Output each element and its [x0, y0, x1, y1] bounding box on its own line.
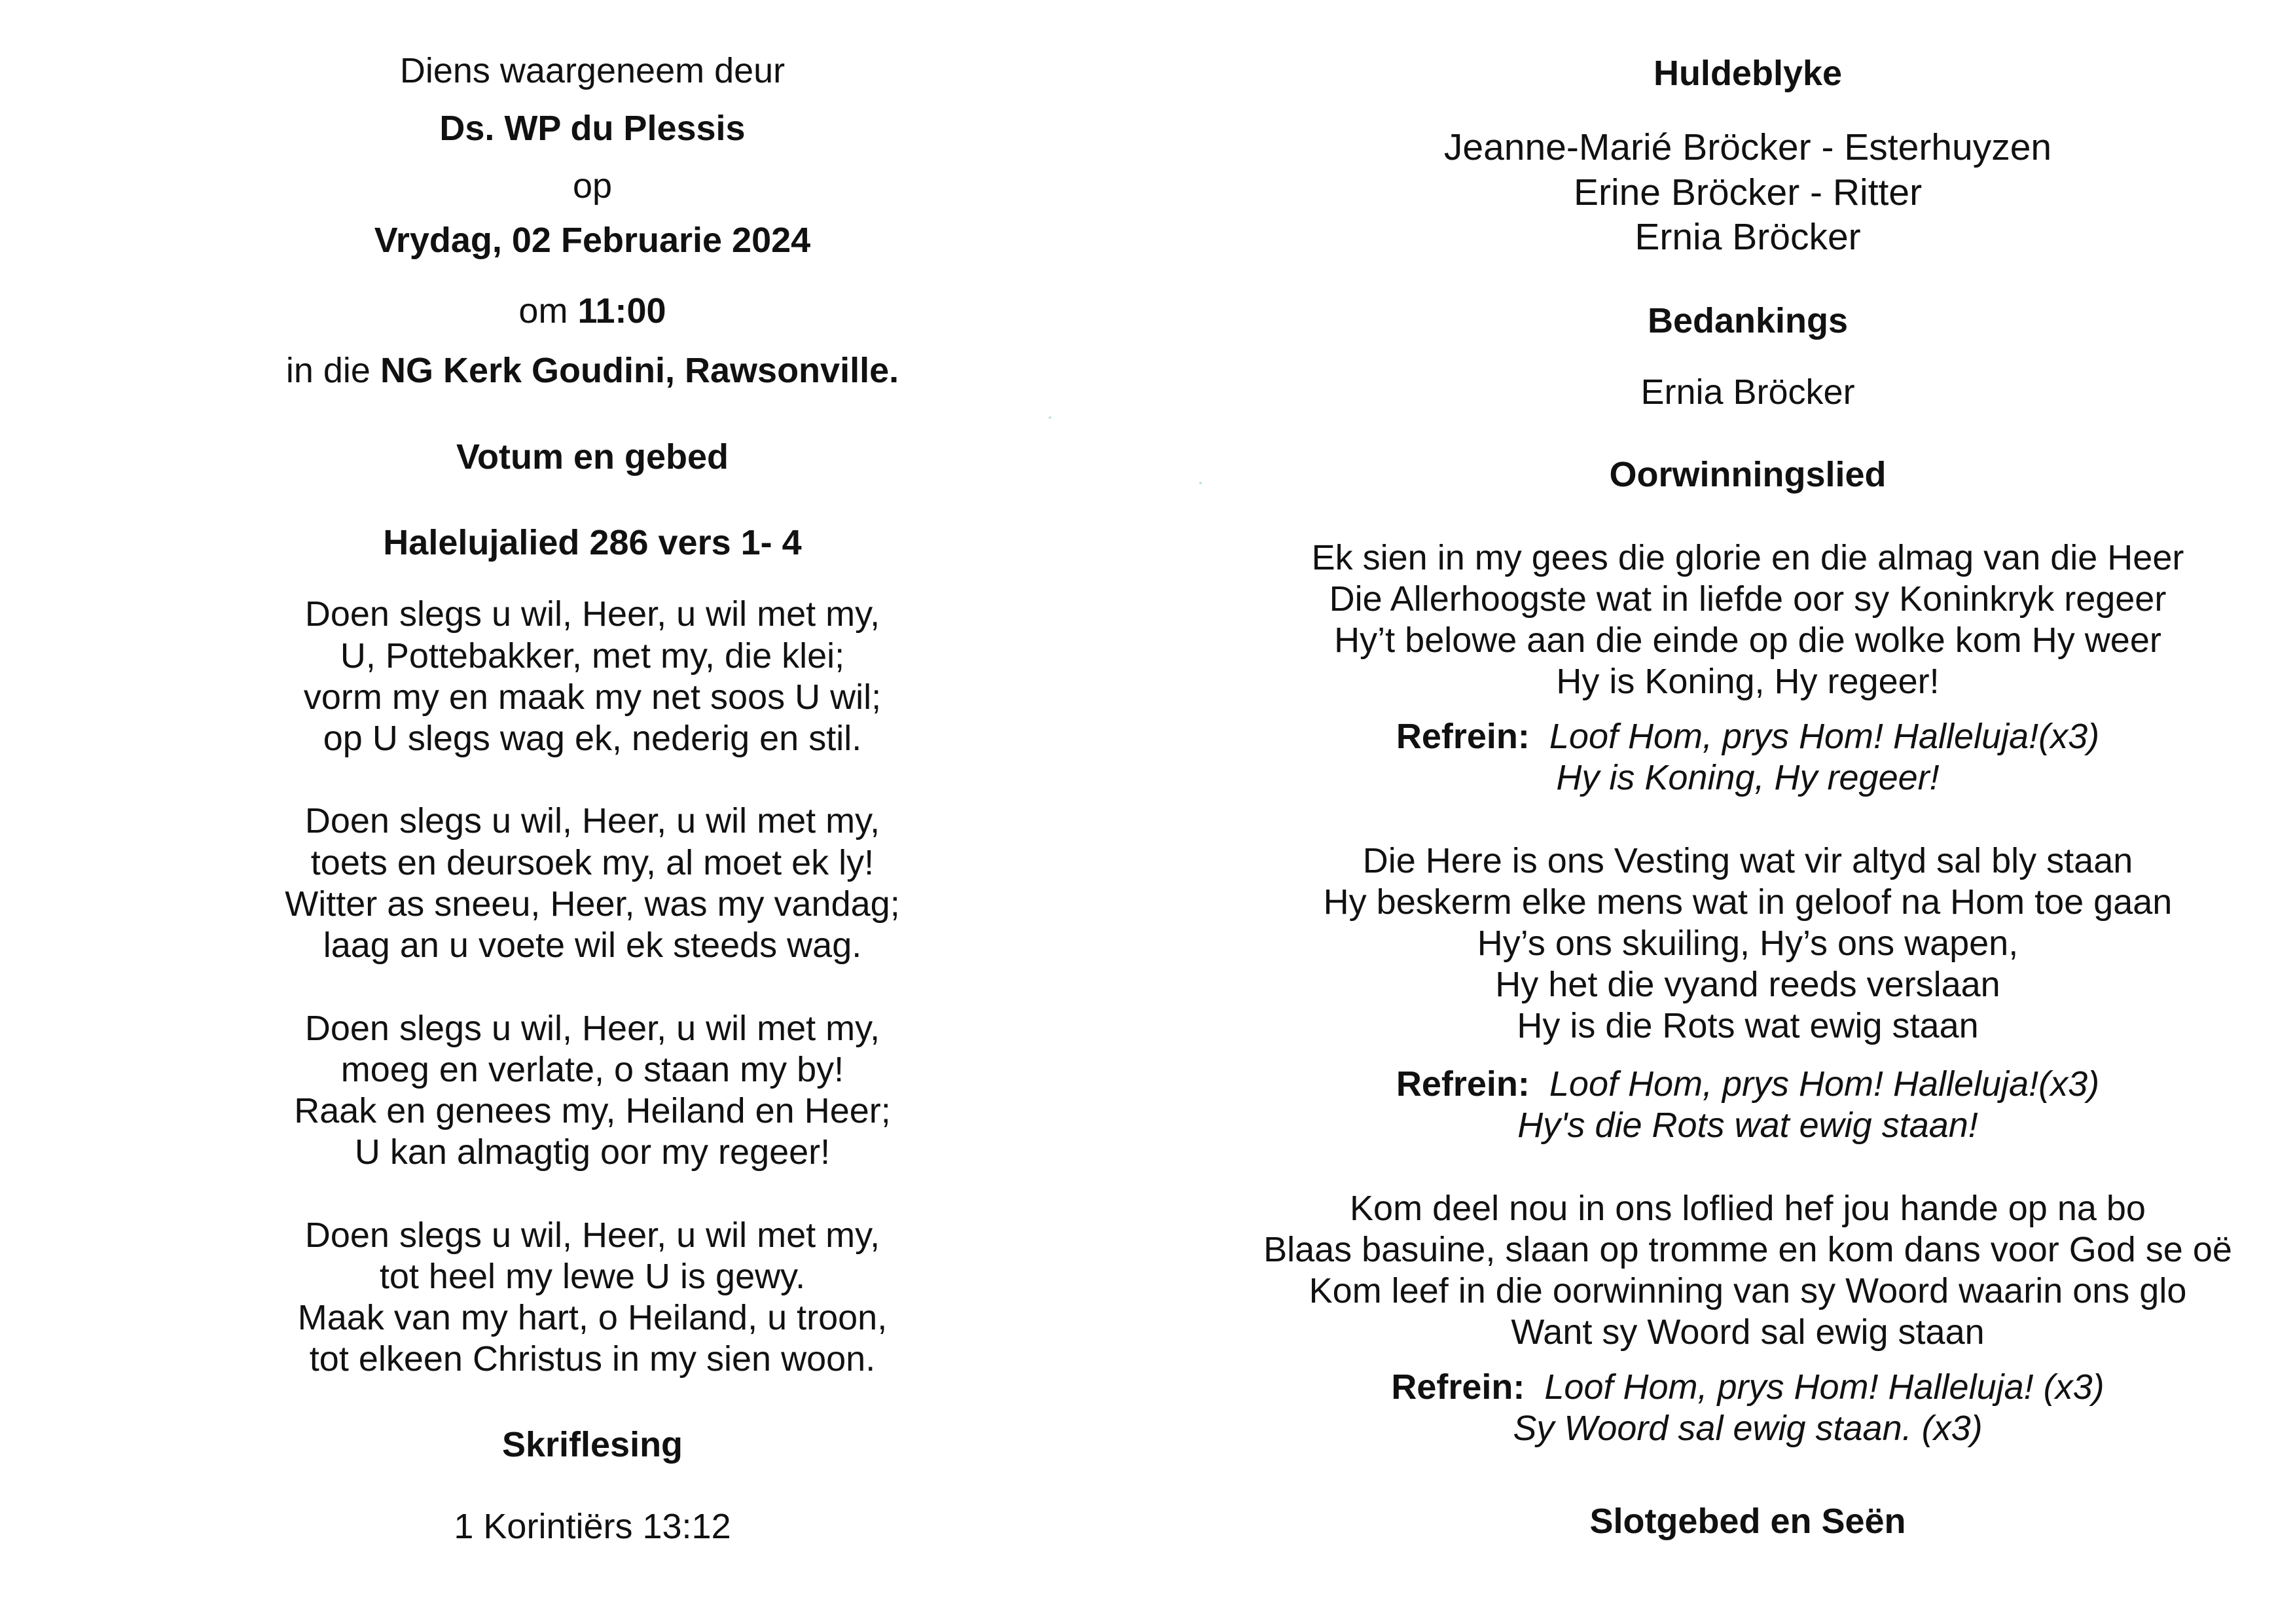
minister-name: Ds. WP du Plessis [439, 109, 746, 148]
hymn-line: Witter as sneeu, Heer, was my vandag; [285, 884, 900, 924]
hymn-line: U kan almagtig oor my regeer! [354, 1132, 831, 1172]
refrain-text: Loof Hom, prys Hom! Halleluja!(x3) [1549, 717, 2100, 756]
scan-speck [1049, 416, 1051, 419]
song-line: Die Allerhoogste wat in liefde oor sy Koninkryk regeer [1329, 579, 2167, 619]
hymn-line: Doen slegs u wil, Heer, u wil met my, [304, 1216, 880, 1255]
service-time: 11:00 [577, 291, 666, 331]
refrain-label: Refrein: [1391, 1367, 1525, 1407]
service-time-line [232, 290, 952, 332]
song-line: Blaas basuine, slaan op tromme en kom dans voor God se oë [1263, 1230, 2232, 1269]
song-line: Kom leef in die oorwinning van sy Woord waarin ons glo [1309, 1271, 2187, 1310]
song-line: Hy het die vyand reeds verslaan [1495, 965, 2000, 1004]
thanks-heading: Bedankings [1647, 301, 1849, 340]
song-line: Ek sien in my gees die glorie en die almag van die Heer [1311, 538, 2184, 577]
hymn-line: Doen slegs u wil, Heer, u wil met my, [304, 1009, 880, 1048]
hymn-heading: Halelujalied 286 vers 1- 4 [383, 523, 802, 562]
hymn-line: op U slegs wag ek, nederig en stil. [323, 719, 862, 758]
refrain-line: Hy's die Rots wat ewig staan! [1517, 1106, 1978, 1145]
hymn-line: Raak en genees my, Heiland en Heer; [294, 1091, 891, 1130]
refrain-line [1211, 1063, 2285, 1105]
hymn-line: tot elkeen Christus in my sien woon. [309, 1339, 876, 1379]
refrain-text: Loof Hom, prys Hom! Halleluja!(x3) [1549, 1064, 2100, 1104]
hymn-line: moeg en verlate, o staan my by! [340, 1050, 844, 1089]
song-line: Hy’s ons skuiling, Hy’s ons wapen, [1477, 924, 2019, 963]
service-place: NG Kerk Goudini, Rawsonville. [380, 351, 899, 390]
hymn-line: tot heel my lewe U is gewy. [379, 1257, 806, 1296]
song-line: Hy beskerm elke mens wat in geloof na Hom toe gaan [1323, 882, 2173, 922]
song-line: Hy’t belowe aan die einde op die wolke kom Hy weer [1334, 621, 2161, 660]
hymn-line: vorm my en maak my net soos U wil; [303, 677, 882, 717]
hymn-line: Doen slegs u wil, Heer, u wil met my, [304, 801, 880, 840]
votum-heading: Votum en gebed [456, 437, 729, 477]
refrain-text: Loof Hom, prys Hom! Halleluja! (x3) [1544, 1367, 2105, 1407]
service-place-line [232, 350, 952, 391]
hymn-line: U, Pottebakker, met my, die klei; [340, 636, 845, 676]
scripture-heading: Skriflesing [501, 1425, 683, 1464]
scripture-reference: 1 Korintiërs 13:12 [454, 1507, 731, 1546]
scan-speck [1199, 482, 1202, 484]
tribute-name: Jeanne-Marié Bröcker - Esterhuyzen [1443, 126, 2052, 168]
tribute-name: Erine Bröcker - Ritter [1573, 171, 1923, 213]
on-word: op [572, 166, 613, 206]
thanks-name: Ernia Bröcker [1640, 372, 1855, 412]
song-line: Kom deel nou in ons loflied hef jou hande op na bo [1350, 1189, 2146, 1228]
song-heading: Oorwinningslied [1609, 455, 1887, 494]
song-line: Hy is die Rots wat ewig staan [1517, 1006, 1979, 1045]
service-by-label: Diens waargeneem deur [399, 51, 786, 90]
tributes-heading: Huldeblyke [1653, 54, 1843, 93]
place-prefix: in die [285, 351, 370, 390]
refrain-line: Hy is Koning, Hy regeer! [1556, 758, 1940, 797]
refrain-line [1211, 715, 2285, 757]
refrain-label: Refrein: [1396, 717, 1530, 756]
time-prefix: om [518, 291, 568, 331]
song-line: Hy is Koning, Hy regeer! [1556, 662, 1940, 701]
refrain-label: Refrein: [1396, 1064, 1530, 1104]
service-date: Vrydag, 02 Februarie 2024 [374, 221, 811, 260]
song-line: Die Here is ons Vesting wat vir altyd sal bly staan [1362, 841, 2133, 880]
refrain-line [1211, 1366, 2285, 1408]
tribute-name: Ernia Bröcker [1635, 216, 1861, 258]
hymn-line: Doen slegs u wil, Heer, u wil met my, [304, 594, 880, 634]
hymn-line: Maak van my hart, o Heiland, u troon, [297, 1298, 888, 1337]
closing-heading: Slotgebed en Seën [1589, 1502, 1906, 1541]
refrain-line: Sy Woord sal ewig staan. (x3) [1513, 1409, 1983, 1448]
hymn-line: laag an u voete wil ek steeds wag. [323, 926, 862, 965]
hymn-line: toets en deursoek my, al moet ek ly! [310, 843, 875, 882]
song-line: Want sy Woord sal ewig staan [1511, 1312, 1985, 1352]
